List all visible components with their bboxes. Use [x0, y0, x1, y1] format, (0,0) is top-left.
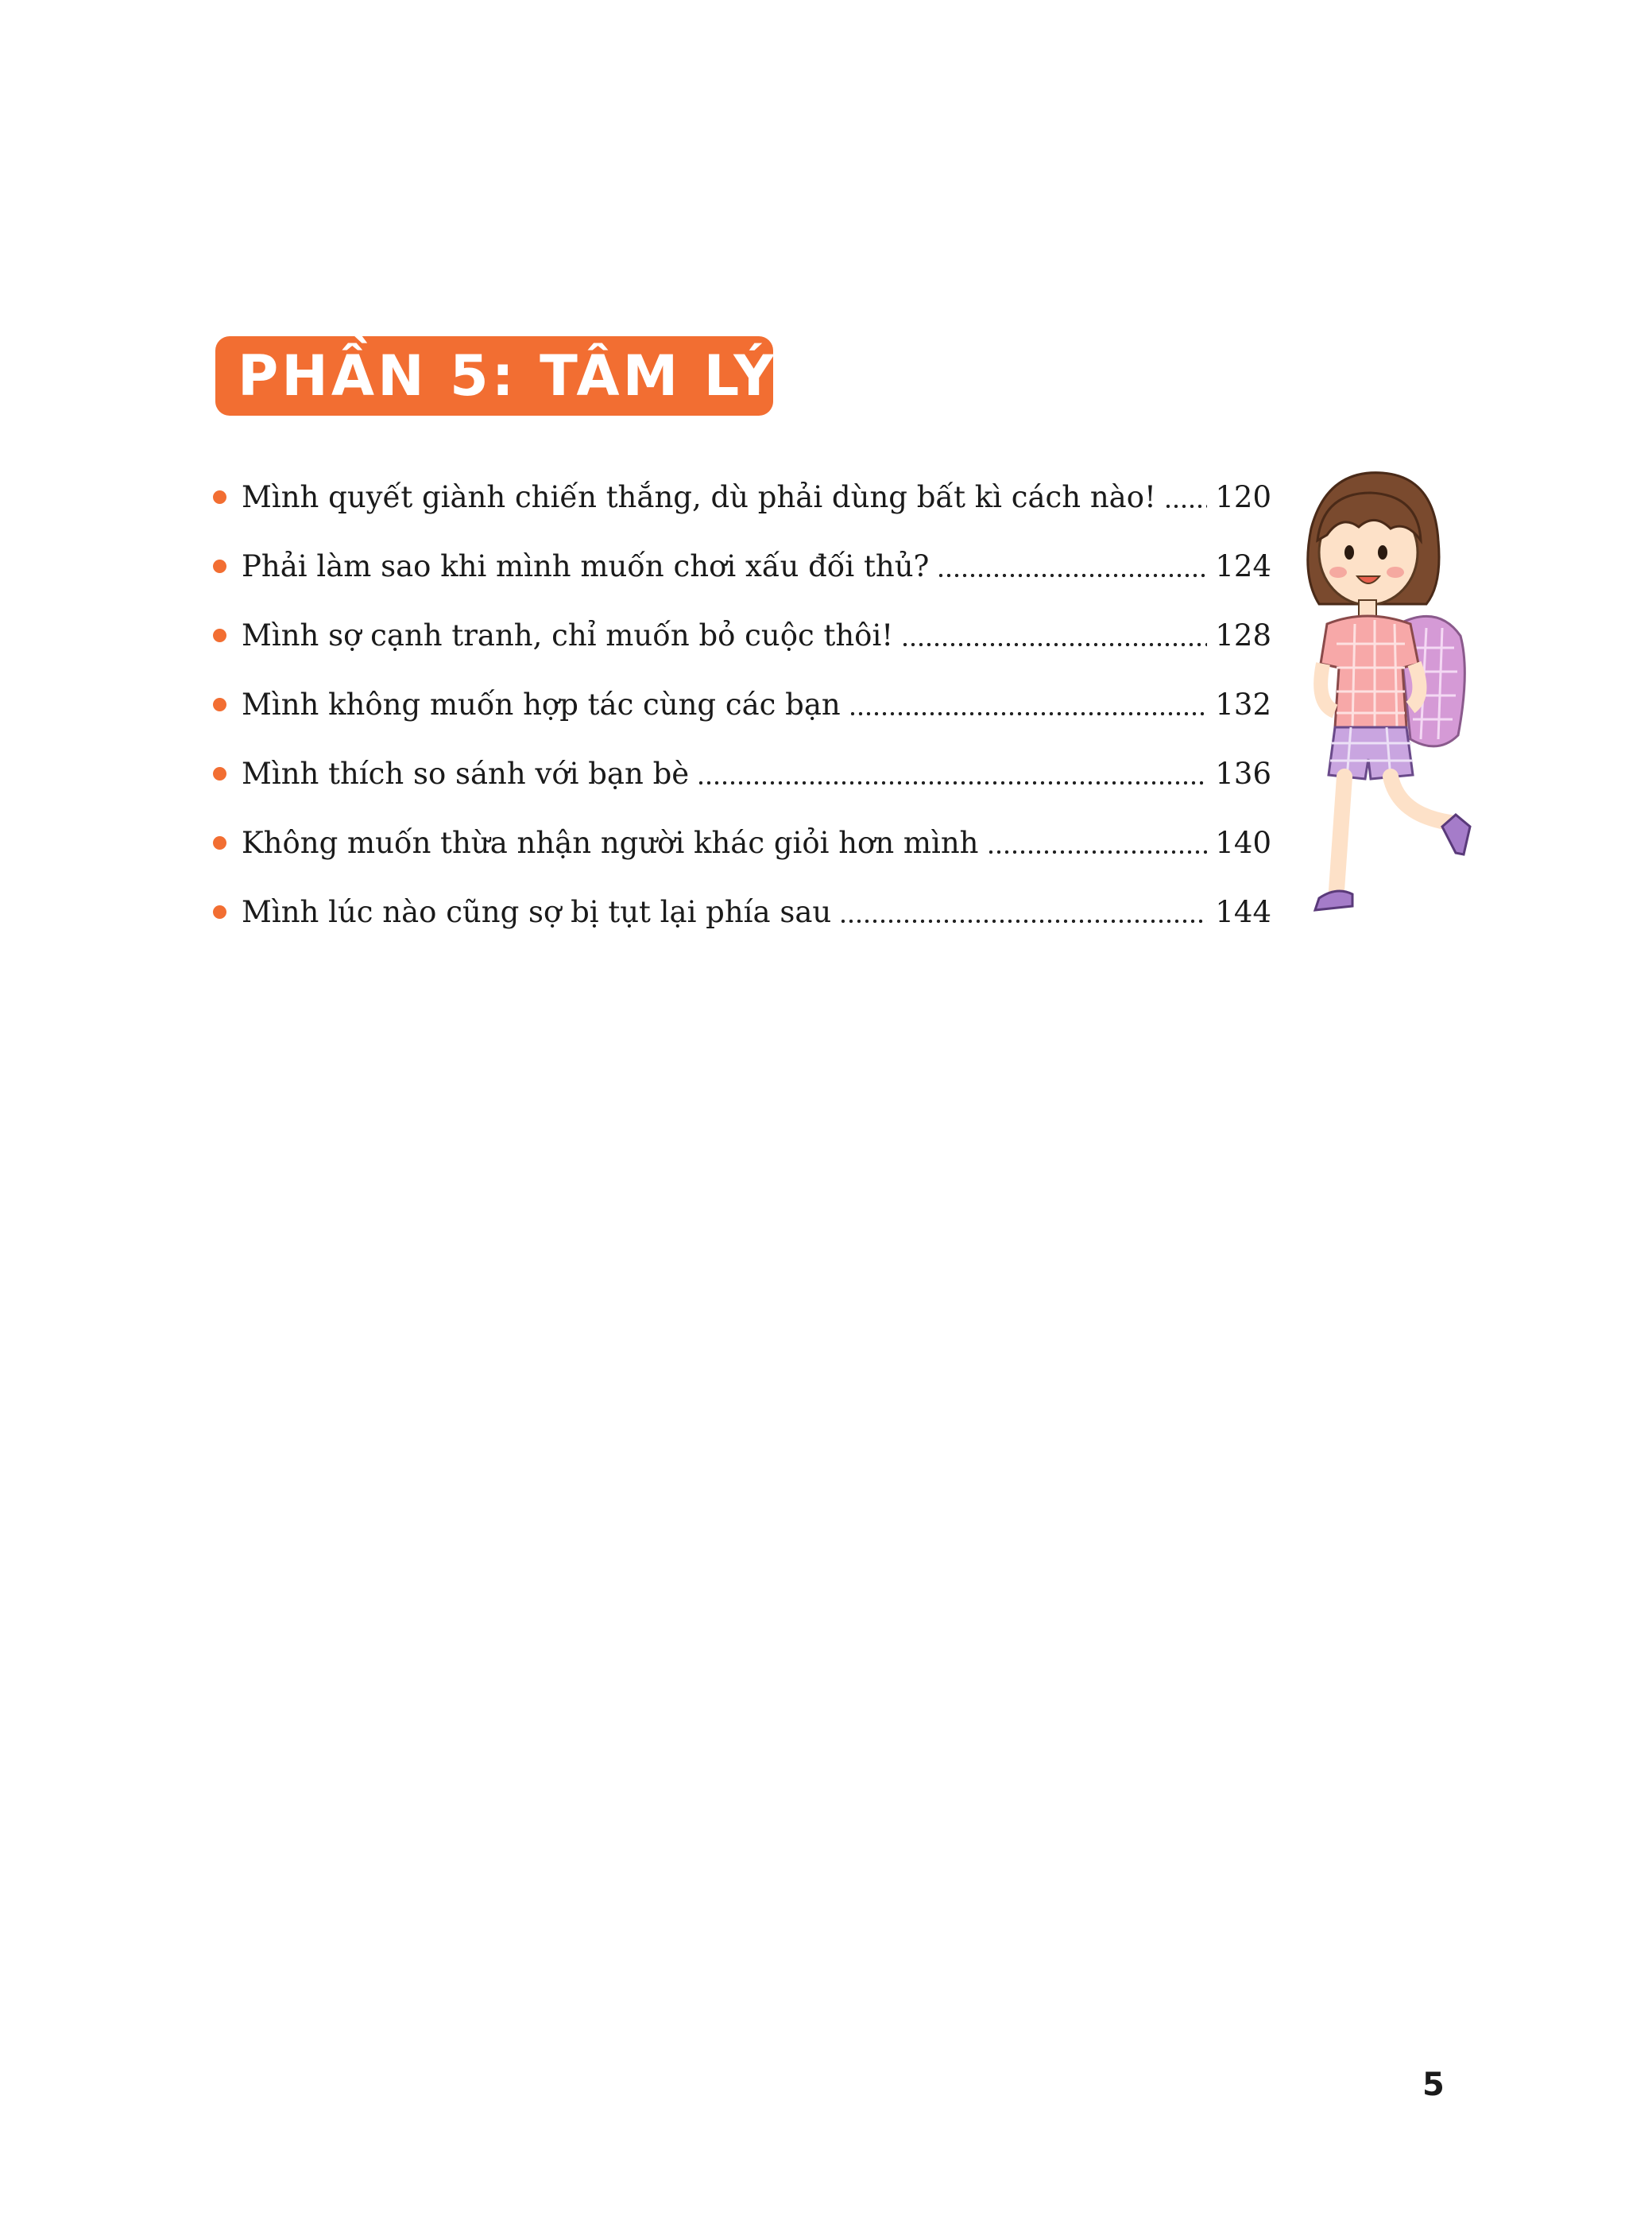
bullet-icon — [213, 698, 226, 711]
toc-entry[interactable] — [213, 670, 1271, 739]
toc-entry[interactable] — [213, 808, 1271, 877]
toc-entry-page: 140 — [1215, 826, 1271, 860]
toc-entry-title: Mình không muốn hợp tác cùng các bạn — [242, 688, 841, 722]
dot-leader — [901, 642, 1207, 647]
bullet-icon — [213, 560, 226, 573]
toc-entry-page: 124 — [1215, 549, 1271, 583]
toc-entry[interactable] — [213, 532, 1271, 601]
toc-entry-title: Không muốn thừa nhận người khác giỏi hơn mình — [242, 826, 979, 860]
dot-leader — [987, 850, 1208, 854]
table-of-contents — [213, 463, 1271, 947]
dot-leader — [839, 919, 1207, 924]
bullet-icon — [213, 767, 226, 781]
toc-entry-title: Mình thích so sánh với bạn bè — [242, 757, 690, 791]
bullet-icon — [213, 905, 226, 919]
dot-leader — [849, 711, 1208, 716]
bullet-icon — [213, 836, 226, 850]
girl-with-backpack-illustration — [1279, 465, 1502, 958]
toc-entry-page: 128 — [1215, 618, 1271, 653]
dot-leader — [937, 573, 1207, 578]
toc-entry[interactable] — [213, 877, 1271, 947]
toc-entry-title: Phải làm sao khi mình muốn chơi xấu đối thủ? — [242, 549, 930, 583]
toc-entry[interactable] — [213, 463, 1271, 532]
toc-entry-page: 136 — [1215, 757, 1271, 791]
section-banner — [215, 336, 777, 416]
toc-entry-page: 144 — [1215, 895, 1271, 929]
bullet-icon — [213, 490, 226, 504]
toc-entry-title: Mình sợ cạnh tranh, chỉ muốn bỏ cuộc thôi! — [242, 618, 894, 653]
toc-entry-title: Mình lúc nào cũng sợ bị tụt lại phía sau — [242, 895, 832, 929]
toc-entry[interactable] — [213, 739, 1271, 808]
section-title: PHẦN 5: TÂM LÝ — [238, 343, 777, 409]
bullet-icon — [213, 629, 226, 642]
page-number: 5 — [1422, 2067, 1445, 2103]
dot-leader — [697, 781, 1207, 785]
toc-entry-page: 132 — [1215, 688, 1271, 722]
toc-entry[interactable] — [213, 601, 1271, 670]
dot-leader — [1164, 504, 1208, 509]
toc-entry-title: Mình quyết giành chiến thắng, dù phải dùng bất kì cách nào! — [242, 480, 1156, 514]
toc-entry-page: 120 — [1215, 480, 1271, 514]
